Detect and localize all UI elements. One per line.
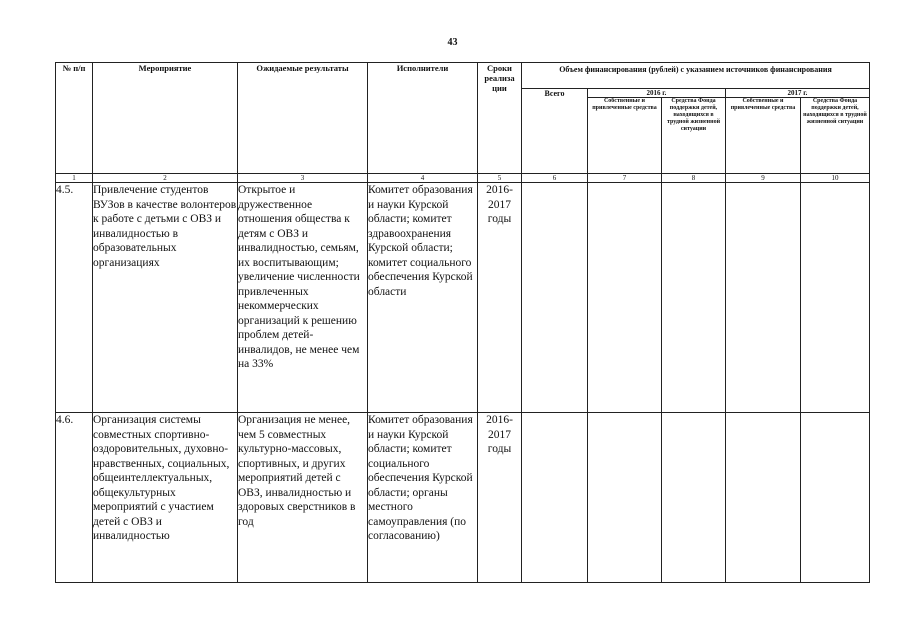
header-financing: Объем финансирования (рублей) с указанием источников финансирования bbox=[522, 63, 870, 89]
header-total: Всего bbox=[522, 89, 588, 174]
row-event: Организация системы совместных спортивно-оздоровительных, духовно-нравственных, социальных, общеинтеллектуальных, общекультурных мероприятий с участием детей с ОВЗ и инвалидностью bbox=[93, 413, 238, 583]
header-number: № п/п bbox=[56, 63, 93, 174]
header-results: Ожидаемые результаты bbox=[238, 63, 368, 174]
column-number: 9 bbox=[726, 174, 801, 183]
header-fund-2017: Средства Фонда поддержки детей, находящихся в трудной жизненной ситуации bbox=[801, 98, 870, 174]
row-number: 4.5. bbox=[56, 183, 93, 413]
row-total bbox=[522, 183, 588, 413]
column-number: 3 bbox=[238, 174, 368, 183]
page-number: 43 bbox=[447, 37, 458, 48]
table-row bbox=[56, 183, 870, 413]
row-results: Организация не менее, чем 5 совместных культурно-массовых, спортивных, и других мероприятий детей с ОВЗ, инвалидностью и здоровых сверстников в год bbox=[238, 413, 368, 583]
row-event: Привлечение студентов ВУЗов в качестве волонтеров к работе с детьми с ОВЗ и инвалидностью в образовательных организациях bbox=[93, 183, 238, 413]
header-fund-2016: Средства Фонда поддержки детей, находящихся в трудной жизненной ситуации bbox=[662, 98, 726, 174]
header-event: Мероприятие bbox=[93, 63, 238, 174]
row-fund-2017 bbox=[801, 183, 870, 413]
header-year-2016: 2016 г. bbox=[588, 89, 726, 98]
column-number: 4 bbox=[368, 174, 478, 183]
row-executors: Комитет образования и науки Курской области; комитет социального обеспечения Курской области; органы местного самоуправления (по согласованию) bbox=[368, 413, 478, 583]
header-own-funds-2017: Собственные и привлеченные средства bbox=[726, 98, 801, 174]
row-number: 4.6. bbox=[56, 413, 93, 583]
row-own-funds-2016 bbox=[588, 183, 662, 413]
row-own-funds-2017 bbox=[726, 183, 801, 413]
header-row bbox=[56, 63, 870, 89]
column-number: 2 bbox=[93, 174, 238, 183]
row-executors: Комитет образования и науки Курской области; комитет здравоохранения Курской области; комитет социального обеспечения Курской области bbox=[368, 183, 478, 413]
table-row bbox=[56, 413, 870, 583]
column-number: 1 bbox=[56, 174, 93, 183]
row-fund-2016 bbox=[662, 183, 726, 413]
column-numbers-row bbox=[56, 174, 870, 183]
header-executors: Исполнители bbox=[368, 63, 478, 174]
row-total bbox=[522, 413, 588, 583]
column-number: 7 bbox=[588, 174, 662, 183]
row-own-funds-2017 bbox=[726, 413, 801, 583]
row-results: Открытое и дружественное отношения общества к детям с ОВЗ и инвалидностью, семьям, их воспитывающим; увеличение численности привлеченных некоммерческих организаций к решению проблем детей-инвалидов, не менее чем на 33% bbox=[238, 183, 368, 413]
financing-plan-table bbox=[55, 62, 870, 583]
header-year-2017: 2017 г. bbox=[726, 89, 870, 98]
column-number: 5 bbox=[478, 174, 522, 183]
row-fund-2016 bbox=[662, 413, 726, 583]
column-number: 8 bbox=[662, 174, 726, 183]
row-terms: 2016-2017 годы bbox=[478, 183, 522, 413]
header-terms: Сроки реализа ции bbox=[478, 63, 522, 174]
row-own-funds-2016 bbox=[588, 413, 662, 583]
row-fund-2017 bbox=[801, 413, 870, 583]
column-number: 6 bbox=[522, 174, 588, 183]
column-number: 10 bbox=[801, 174, 870, 183]
header-own-funds-2016: Собственные и привлеченные средства bbox=[588, 98, 662, 174]
row-terms: 2016-2017 годы bbox=[478, 413, 522, 583]
